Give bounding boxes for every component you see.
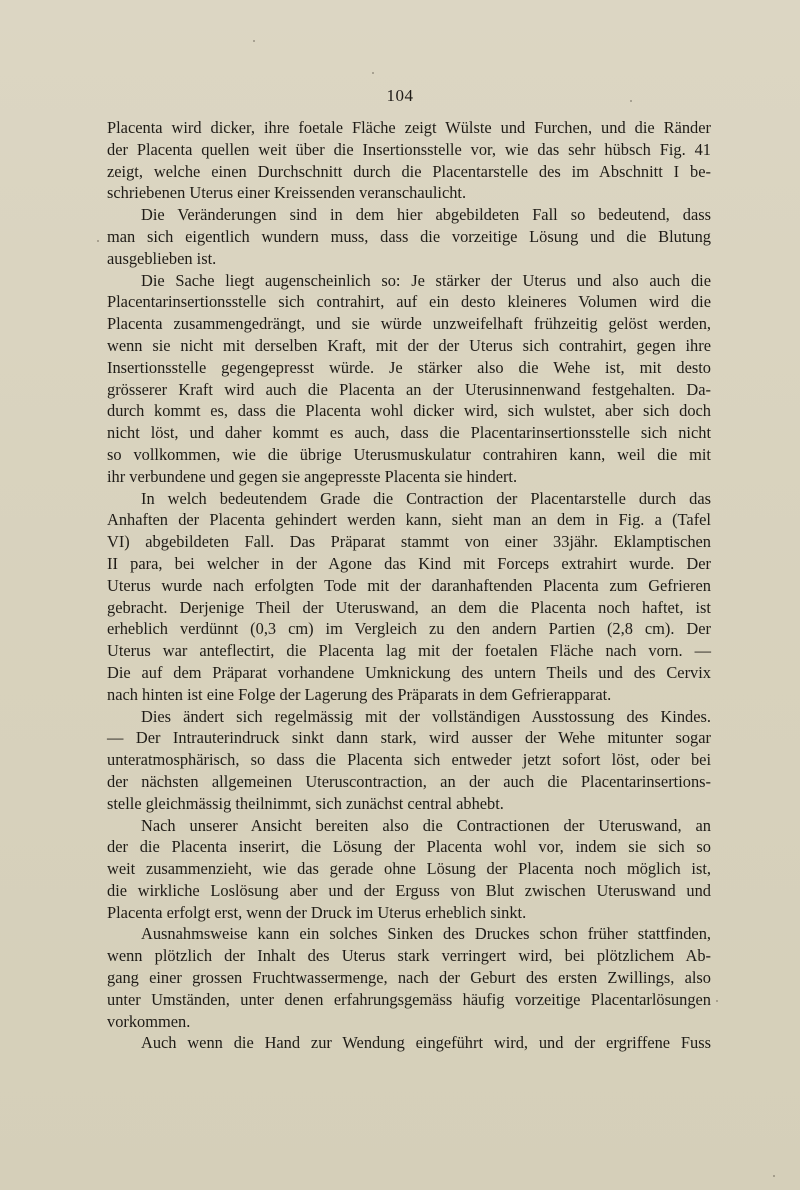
text-line: Uterus war anteflectirt, die Placenta lag mit der foetalen Fläche nach vorn. — xyxy=(107,641,711,661)
paper-speck xyxy=(372,72,374,74)
text-line: Nach unserer Ansicht bereiten also die Contractionen der Uteruswand, an xyxy=(141,815,711,835)
text-line: durch kommt es, dass die Placenta wohl dicker wird, sich wulstet, aber sich doch xyxy=(107,401,711,421)
text-line: unter Umständen, unter denen erfahrungsgemäss häufig vorzeitige Placentarlösungen xyxy=(107,989,711,1009)
text-line: Dies ändert sich regelmässig mit der vollständigen Ausstossung des Kindes. xyxy=(141,706,711,726)
text-line: wenn plötzlich der Inhalt des Uterus stark verringert wird, bei plötzlichem Ab- xyxy=(107,946,711,966)
text-line: Placenta zusammengedrängt, und sie würde unzweifelhaft frühzeitig gelöst werden, xyxy=(107,314,711,334)
text-line: Uterus wurde nach erfolgten Tode mit der daranhaftenden Placenta zum Gefrieren xyxy=(107,575,711,595)
paper-speck xyxy=(253,40,255,42)
body-text xyxy=(107,117,711,1054)
paper-speck xyxy=(630,100,632,102)
text-line: ausgeblieben ist. xyxy=(107,248,217,268)
text-line: der Placenta quellen weit über die Insertionsstelle vor, wie das sehr hübsch Fig. 41 xyxy=(107,139,711,159)
page-number: 104 xyxy=(386,86,414,105)
text-line: Placentarinsertionsstelle sich contrahirt, auf ein desto kleineres Volumen wird die xyxy=(107,292,711,312)
text-line: erheblich verdünnt (0,3 cm) im Vergleich zu den andern Partien (2,8 cm). Der xyxy=(107,619,711,639)
text-line: die wirkliche Loslösung aber und der Erguss von Blut zwischen Uteruswand und xyxy=(107,880,711,900)
paper-speck xyxy=(773,1175,775,1177)
text-line: unteratmosphärisch, so dass die Placenta sich entweder jetzt sofort löst, oder bei xyxy=(107,750,711,770)
text-line: zeigt, welche einen Durchschnitt durch die Placentarstelle des im Abschnitt I be- xyxy=(107,161,711,181)
text-line: Insertionsstelle gegengepresst würde. Je stärker also die Wehe ist, mit desto xyxy=(107,357,711,377)
text-line: Anhaften der Placenta gehindert werden kann, sieht man an dem in Fig. a (Tafel xyxy=(107,510,711,530)
text-line: weit zusammenzieht, wie das gerade ohne Lösung der Placenta noch möglich ist, xyxy=(107,859,711,879)
text-line: II para, bei welcher in der Agone das Kind mit Forceps extrahirt wurde. Der xyxy=(107,553,711,573)
text-line: der nächsten allgemeinen Uteruscontraction, an der auch die Placentarinsertions- xyxy=(107,771,711,791)
text-line: gebracht. Derjenige Theil der Uteruswand, an dem die Placenta noch haftet, ist xyxy=(107,597,711,617)
text-line: In welch bedeutendem Grade die Contraction der Placentarstelle durch das xyxy=(141,488,711,508)
text-line: Auch wenn die Hand zur Wendung eingeführt wird, und der ergriffene Fuss xyxy=(141,1033,711,1053)
paper-speck xyxy=(716,1000,718,1002)
text-line: wenn sie nicht mit derselben Kraft, mit der der Uterus sich contrahirt, gegen ihre xyxy=(107,335,711,355)
text-line: stelle gleichmässig theilnimmt, sich zunächst central abhebt. xyxy=(107,793,504,813)
text-line: Placenta wird dicker, ihre foetale Fläche zeigt Wülste und Furchen, und die Ränder xyxy=(107,118,711,137)
paper-speck xyxy=(97,240,99,242)
text-line: VI) abgebildeten Fall. Das Präparat stammt von einer 33jähr. Eklamptischen xyxy=(107,532,711,552)
text-line: grösserer Kraft wird auch die Placenta an der Uterusinnenwand festgehalten. Da- xyxy=(107,379,711,399)
text-line: nach hinten ist eine Folge der Lagerung des Präparats in dem Gefrierapparat. xyxy=(107,684,612,704)
text-line: Placenta erfolgt erst, wenn der Druck im Uterus erheblich sinkt. xyxy=(107,902,527,922)
text-line: Die Sache liegt augenscheinlich so: Je stärker der Uterus und also auch die xyxy=(141,270,711,290)
text-line: schriebenen Uterus einer Kreissenden veranschaulicht. xyxy=(107,183,467,203)
text-line: Ausnahmsweise kann ein solches Sinken des Druckes schon früher stattfinden, xyxy=(141,924,711,944)
text-line: gang einer grossen Fruchtwassermenge, nach der Geburt des ersten Zwillings, also xyxy=(107,968,711,988)
text-line: so vollkommen, wie die übrige Uterusmuskulatur contrahiren kann, weil die mit xyxy=(107,444,711,464)
text-line: Die auf dem Präparat vorhandene Umknickung des untern Theils und des Cervix xyxy=(107,662,711,682)
text-line: Die Veränderungen sind in dem hier abgebildeten Fall so bedeutend, dass xyxy=(141,205,711,225)
text-line: nicht löst, und daher kommt es auch, dass die Placentarinsertionsstelle sich nicht xyxy=(107,423,711,443)
text-line: vorkommen. xyxy=(107,1011,191,1031)
text-line: — Der Intrauterindruck sinkt dann stark, wird ausser der Wehe mitunter sogar xyxy=(107,728,711,748)
text-line: man sich eigentlich wundern muss, dass die vorzeitige Lösung und die Blutung xyxy=(107,226,711,246)
text-line: ihr verbundene und gegen sie angepresste Placenta sie hindert. xyxy=(107,466,518,486)
text-line: der die Placenta inserirt, die Lösung der Placenta wohl vor, indem sie sich so xyxy=(107,837,711,857)
